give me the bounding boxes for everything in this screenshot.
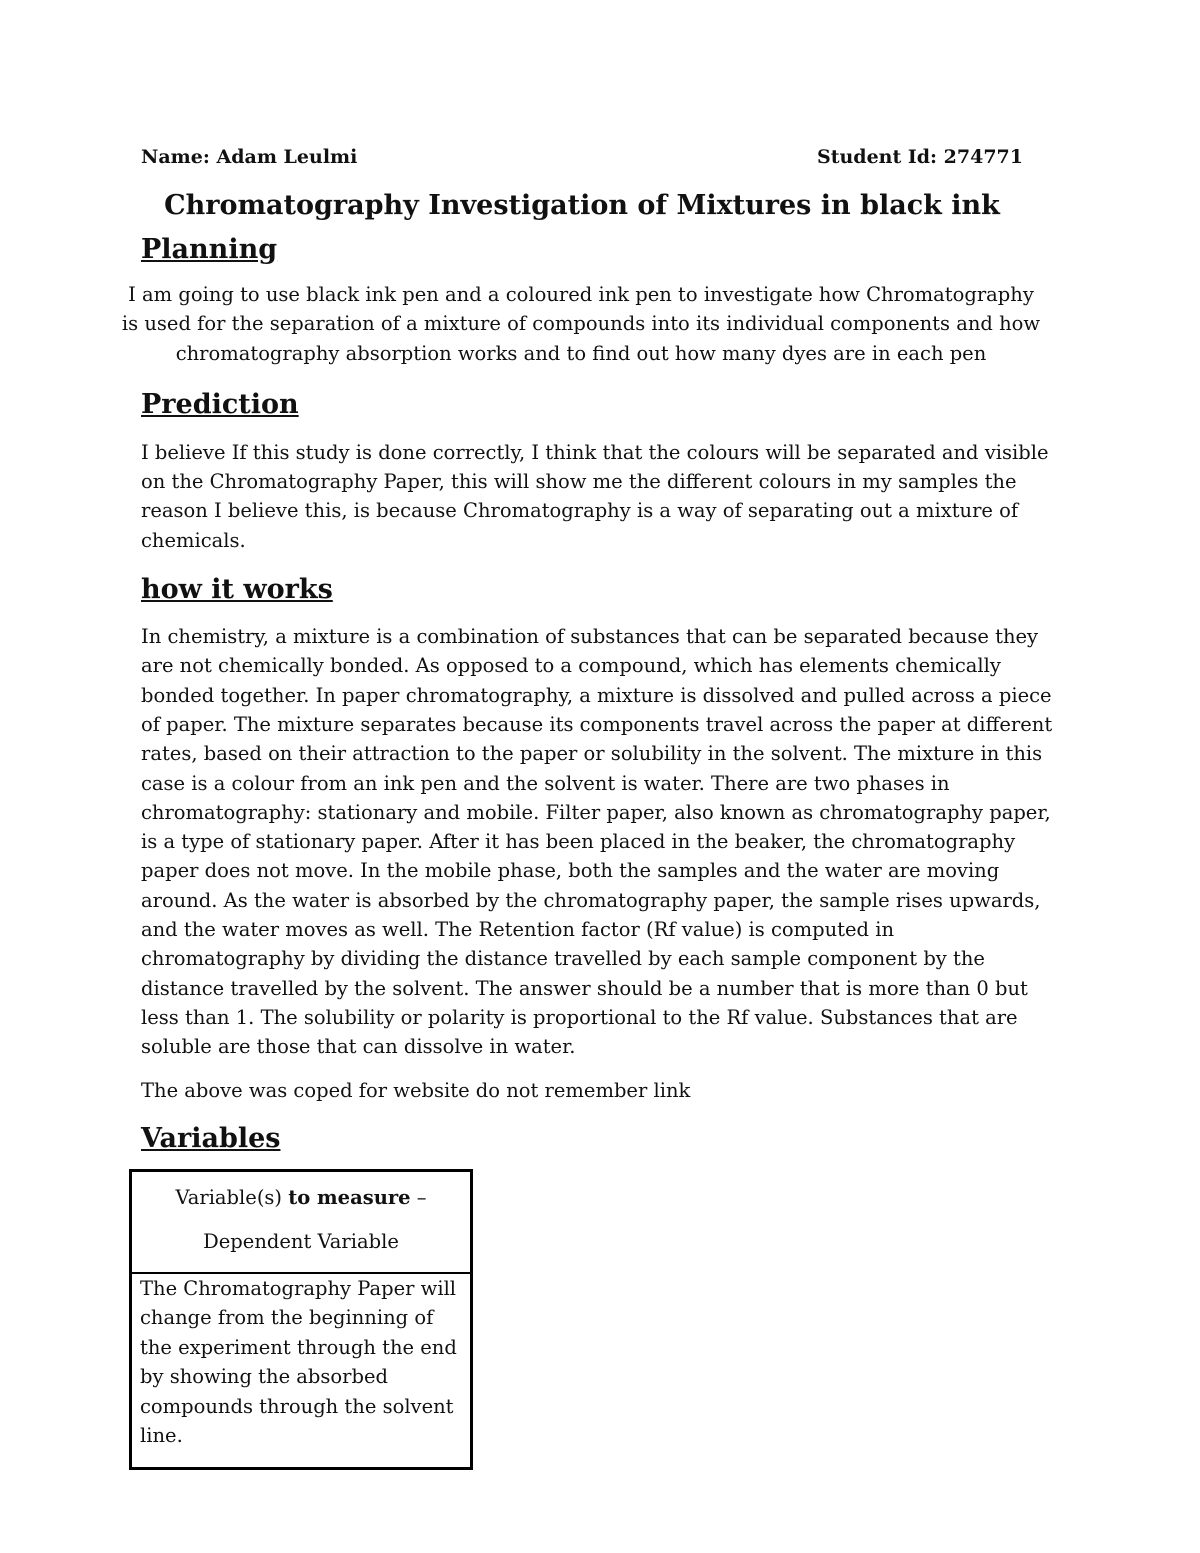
source-note: The above was coped for website do not remember link	[141, 1078, 691, 1102]
table-header-row	[131, 1170, 472, 1273]
prediction-text: I believe If this study is done correctly, I think that the colours will be separated and visible on the Chromatography Paper, this will show me the different colours in my samples the reason I believe this, is because Chromatography is a way of separating out a mixture of chemicals.	[141, 440, 1049, 552]
variables-table	[129, 1169, 473, 1470]
student-name: Name: Adam Leulmi	[141, 146, 358, 168]
variables-heading: Variables	[141, 1122, 281, 1154]
table-header-cell	[131, 1170, 472, 1273]
header-line-1	[140, 1176, 462, 1220]
how-it-works-heading: how it works	[141, 574, 333, 606]
table-body-row	[131, 1273, 472, 1469]
student-id: Student Id: 274771	[816, 146, 1023, 168]
planning-text: I am going to use black ink pen and a coloured ink pen to investigate how Chromatography is used for the separation of a mixture of compounds into its individual components and how chromatography absorption works and to find out how many dyes are in each pen	[121, 283, 1041, 365]
document-title: Chromatography Investigation of Mixtures in black ink	[164, 190, 1000, 221]
header-line	[141, 138, 1023, 176]
header-prefix: Variable(s)	[175, 1185, 289, 1209]
document-page	[121, 138, 1061, 1470]
header-line-2: Dependent Variable	[203, 1229, 399, 1253]
header-suffix: –	[410, 1185, 427, 1209]
how-it-works-text: In chemistry, a mixture is a combination of substances that can be separated because they are not chemically bonded. As opposed to a compound, which has elements chemically bonded together. In paper chromatography, a mixture is dissolved and pulled across a piece of paper. The mixture separates because its components travel across the paper at different rates, based on their attraction to the paper or solubility in the solvent. The mixture in this case is a colour from an ink pen and the solvent is water. There are two phases in chromatography: stationary and mobile. Filter paper, also known as chromatography paper, is a type of stationary paper. After it has been placed in the beaker, the chromatography paper does not move. In the mobile phase, both the samples and the water are moving around. As the water is absorbed by the chromatography paper, the sample rises upwards, and the water moves as well. The Retention factor (Rf value) is computed in chromatography by dividing the distance travelled by each sample component by the distance travelled by the solvent. The answer should be a number that is more than 0 but less than 1. The solubility or polarity is proportional to the Rf value. Substances that are soluble are those that can dissolve in water.	[141, 625, 1053, 1059]
header-bold: to measure	[288, 1185, 411, 1209]
planning-heading: Planning	[141, 234, 278, 265]
table-body-cell: The Chromatography Paper will change from the beginning of the experiment through the end by showing the absorbed compounds through the solvent line.	[131, 1273, 472, 1469]
prediction-heading: Prediction	[141, 388, 299, 420]
